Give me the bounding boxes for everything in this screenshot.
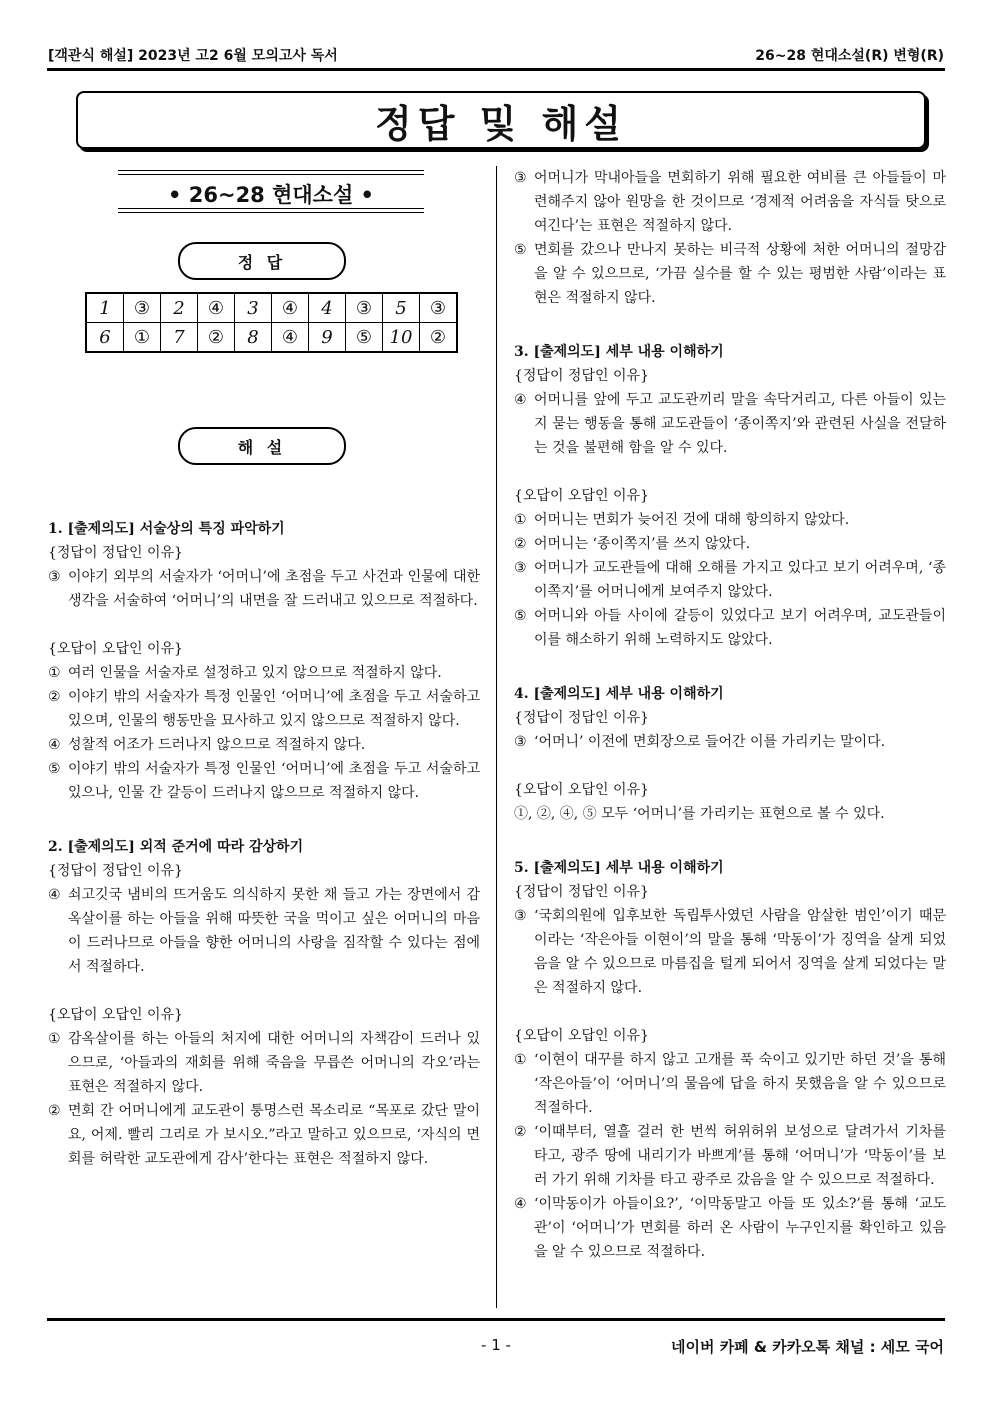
- item-text: ‘어머니’ 이전에 면회장으로 들어간 이를 가리키는 말이다.: [534, 734, 886, 750]
- left-column: [48, 517, 480, 1171]
- answer-num: 9: [309, 323, 346, 353]
- explain-label: 해 설: [178, 427, 346, 465]
- q1-wrong-item: [48, 661, 480, 685]
- header-left: [객관식 해설] 2023년 고2 6월 모의고사 독서: [48, 48, 338, 64]
- item-mark: ②: [514, 536, 527, 552]
- q2-heading: 2. [출제의도] 외적 준거에 따라 감상하기: [48, 839, 304, 855]
- item-mark: ③: [514, 734, 527, 750]
- answer-num: 8: [235, 323, 272, 353]
- item-mark: ②: [514, 1124, 527, 1140]
- item-mark: ①: [48, 1031, 61, 1047]
- item-text: 어머니가 막내아들을 면회하기 위해 필요한 여비를 큰 아들들이 마련해주지 않아 원망을 한 것이므로 ‘경제적 어려움을 자식들 탓으로 여긴다’는 표현은 적절하지 않다.: [534, 170, 946, 234]
- section-title-rule: [118, 174, 424, 175]
- item-mark: ①: [48, 665, 61, 681]
- item-mark: ①: [514, 1052, 527, 1068]
- item-text: 여러 인물을 서술자로 설정하고 있지 않으므로 적절하지 않다.: [68, 665, 442, 681]
- q2-wrong-item: [514, 166, 946, 238]
- item-text: 면회를 갔으나 만나지 못하는 비극적 상황에 처한 어머니의 절망감을 알 수 있으므로, ‘가끔 실수를 할 수 있는 평범한 사람’이라는 표현은 적절하지 않다.: [534, 242, 946, 306]
- item-text: 이야기 밖의 서술자가 특정 인물인 ‘어머니’에 초점을 두고 서술하고 있으나, 인물 간 갈등이 드러나지 않으므로 적절하지 않다.: [68, 761, 480, 801]
- answer-num: 5: [383, 293, 420, 323]
- q3-correct-item: [514, 388, 946, 460]
- page-number: - 1 -: [481, 1336, 511, 1354]
- q5-correct-label: {정답이 정답인 이유}: [514, 884, 649, 900]
- section-title: [118, 170, 424, 212]
- item-text: ‘이막동이가 아들이요?’, ‘이막동말고 아들 또 있소?’를 통해 ‘교도관’이 ‘어머니’가 면회를 하러 온 사람이 누구인지를 확인하고 있음을 알 수 있으므로 적절하다.: [534, 1196, 946, 1260]
- item-mark: ②: [48, 689, 61, 705]
- q4-correct-item: [514, 730, 946, 754]
- answer-num: 7: [161, 323, 198, 353]
- item-text: 어머니는 ‘종이쪽지’를 쓰지 않았다.: [534, 536, 751, 552]
- q4-correct-label: {정답이 정답인 이유}: [514, 710, 649, 726]
- answer-num: 3: [235, 293, 272, 323]
- item-text: 성찰적 어조가 드러나지 않으므로 적절하지 않다.: [68, 737, 366, 753]
- item-mark: ③: [514, 560, 527, 576]
- item-mark: ④: [48, 887, 61, 903]
- q1-heading: 1. [출제의도] 서술상의 특징 파악하기: [48, 521, 285, 537]
- q5-wrong-item: [514, 1192, 946, 1264]
- answer-row: [86, 293, 457, 323]
- item-text: 어머니를 앞에 두고 교도관끼리 말을 속닥거리고, 다른 아들이 있는지 묻는 행동을 통해 교도관들이 ‘종이쪽지’와 관련된 사실을 전달하는 것을 불편해 함을 알 수 있다.: [534, 392, 946, 456]
- item-mark: ①: [514, 512, 527, 528]
- q3-wrong-item: [514, 556, 946, 604]
- footer-rule: [47, 1318, 945, 1321]
- q3-wrong-item: [514, 604, 946, 652]
- item-text: 면회 간 어머니에게 교도관이 퉁명스런 목소리로 “목포로 갔단 말이요, 어제. 빨리 그리로 가 보시오.”라고 말하고 있으므로, ‘자식의 면회를 허락한 교도관에게 감사’한다는 표현은 적절하지 않다.: [68, 1103, 480, 1167]
- q2-correct-item: [48, 883, 480, 979]
- item-mark: ⑤: [48, 761, 61, 777]
- answer-num: 1: [86, 293, 124, 323]
- q2-correct-label: {정답이 정답인 이유}: [48, 863, 183, 879]
- item-text: 쇠고깃국 냄비의 뜨거움도 의식하지 못한 채 들고 가는 장면에서 감옥살이를 하는 아들을 위해 따뜻한 국을 먹이고 싶은 어머니의 마음이 드러나므로 아들을 향한 어머니의 사랑을 짐작할 수 있다는 점에서 적절하다.: [68, 887, 480, 975]
- q5-wrong-label: {오답이 오답인 이유}: [514, 1028, 649, 1044]
- item-mark: ⑤: [514, 242, 527, 258]
- item-text: 감옥살이를 하는 아들의 처지에 대한 어머니의 자책감이 드러나 있으므로, ‘아들과의 재회를 위해 죽음을 무릅쓴 어머니의 각오’라는 표현은 적절하지 않다.: [68, 1031, 480, 1095]
- q1-wrong-item: [48, 733, 480, 757]
- q3-wrong-label: {오답이 오답인 이유}: [514, 488, 649, 504]
- answer-value: ④: [198, 293, 235, 323]
- item-text: 어머니는 면회가 늦어진 것에 대해 항의하지 않았다.: [534, 512, 850, 528]
- item-text: 이야기 외부의 서술자가 ‘어머니’에 초점을 두고 사건과 인물에 대한 생각을 서술하여 ‘어머니’의 내면을 잘 드러내고 있으므로 적절하다.: [68, 569, 480, 609]
- item-mark: ④: [514, 392, 527, 408]
- q3-heading: 3. [출제의도] 세부 내용 이해하기: [514, 344, 724, 360]
- q1-wrong-item: [48, 757, 480, 805]
- item-text: 이야기 밖의 서술자가 특정 인물인 ‘어머니’에 초점을 두고 서술하고 있으며, 인물의 행동만을 묘사하고 있지 않으므로 적절하지 않다.: [68, 689, 480, 729]
- answer-value: ②: [420, 323, 458, 353]
- q3-wrong-item: [514, 508, 946, 532]
- item-text: 어머니와 아들 사이에 갈등이 있었다고 보기 어려우며, 교도관들이 이를 해소하기 위해 노력하지도 않았다.: [534, 608, 946, 648]
- item-mark: ③: [514, 170, 527, 186]
- section-title-rule: [118, 208, 424, 209]
- item-text: ‘이현이 대꾸를 하지 않고 고개를 푹 숙이고 있기만 하던 것’을 통해 ‘작은아들’이 ‘어머니’의 물음에 답을 하지 못했음을 알 수 있으므로 적절하다.: [534, 1052, 946, 1116]
- item-text: ‘이때부터, 열흘 걸러 한 번씩 허위허위 보성으로 달려가서 기차를 타고, 광주 땅에 내리기가 바쁘게’를 통해 ‘어머니’가 ‘막동이’를 보러 가기 위해 기차를 타고 광주로 갔음을 알 수 있으므로 적절하다.: [534, 1124, 946, 1188]
- section-title-rule: [118, 170, 424, 171]
- header-right: 26~28 현대소설(R) 변형(R): [755, 48, 944, 64]
- answer-value: ③: [346, 293, 383, 323]
- answer-num: 10: [383, 323, 420, 353]
- item-mark: ⑤: [514, 608, 527, 624]
- q5-correct-item: [514, 904, 946, 1000]
- answer-num: 4: [309, 293, 346, 323]
- section-title-rule: [118, 212, 424, 213]
- q3-correct-label: {정답이 정답인 이유}: [514, 368, 649, 384]
- q2-wrong-item: [514, 238, 946, 310]
- answer-table: [85, 292, 458, 353]
- answer-row: [86, 323, 457, 353]
- header-rule: [47, 68, 945, 71]
- answer-value: ③: [420, 293, 458, 323]
- answer-num: 2: [161, 293, 198, 323]
- q2-wrong-item: [48, 1099, 480, 1171]
- right-column: [514, 166, 946, 1264]
- item-mark: ④: [514, 1196, 527, 1212]
- q2-wrong-item: [48, 1027, 480, 1099]
- q5-wrong-item: [514, 1120, 946, 1192]
- q4-heading: 4. [출제의도] 세부 내용 이해하기: [514, 686, 724, 702]
- answer-value: ⑤: [346, 323, 383, 353]
- page-title: 정답 및 해설: [76, 91, 926, 149]
- q1-wrong-label: {오답이 오답인 이유}: [48, 641, 183, 657]
- section-title-text: • 26~28 현대소설 •: [168, 183, 374, 207]
- answer-label: 정 답: [178, 242, 346, 280]
- item-mark: ②: [48, 1103, 61, 1119]
- answer-value: ④: [272, 293, 309, 323]
- q5-wrong-item: [514, 1048, 946, 1120]
- q4-wrong-text: ①, ②, ④, ⑤ 모두 ‘어머니’를 가리키는 표현으로 볼 수 있다.: [514, 806, 885, 822]
- q1-correct-label: {정답이 정답인 이유}: [48, 545, 183, 561]
- answer-value: ③: [124, 293, 161, 323]
- q1-correct-item: [48, 565, 480, 613]
- column-divider: [496, 166, 497, 1308]
- item-mark: ④: [48, 737, 61, 753]
- answer-num: 6: [86, 323, 124, 353]
- item-mark: ③: [514, 908, 527, 924]
- q4-wrong-label: {오답이 오답인 이유}: [514, 782, 649, 798]
- answer-value: ④: [272, 323, 309, 353]
- q5-heading: 5. [출제의도] 세부 내용 이해하기: [514, 860, 724, 876]
- footer-channel: 네이버 카페 & 카카오톡 채널 : 세모 국어: [671, 1338, 944, 1356]
- q3-wrong-item: [514, 532, 946, 556]
- q1-wrong-item: [48, 685, 480, 733]
- answer-value: ①: [124, 323, 161, 353]
- q2-wrong-label: {오답이 오답인 이유}: [48, 1007, 183, 1023]
- answer-value: ②: [198, 323, 235, 353]
- item-mark: ③: [48, 569, 61, 585]
- item-text: 어머니가 교도관들에 대해 오해를 가지고 있다고 보기 어려우며, ‘종이쪽지’를 어머니에게 보여주지 않았다.: [534, 560, 946, 600]
- item-text: ‘국회의원에 입후보한 독립투사였던 사람을 암살한 범인’이기 때문이라는 ‘작은아들 이현이’의 말을 통해 ‘막동이’가 징역을 살게 되었음을 알 수 있으므로 마름집을 털게 되어서 징역을 살게 되었다는 말은 적절하지 않다.: [534, 908, 946, 996]
